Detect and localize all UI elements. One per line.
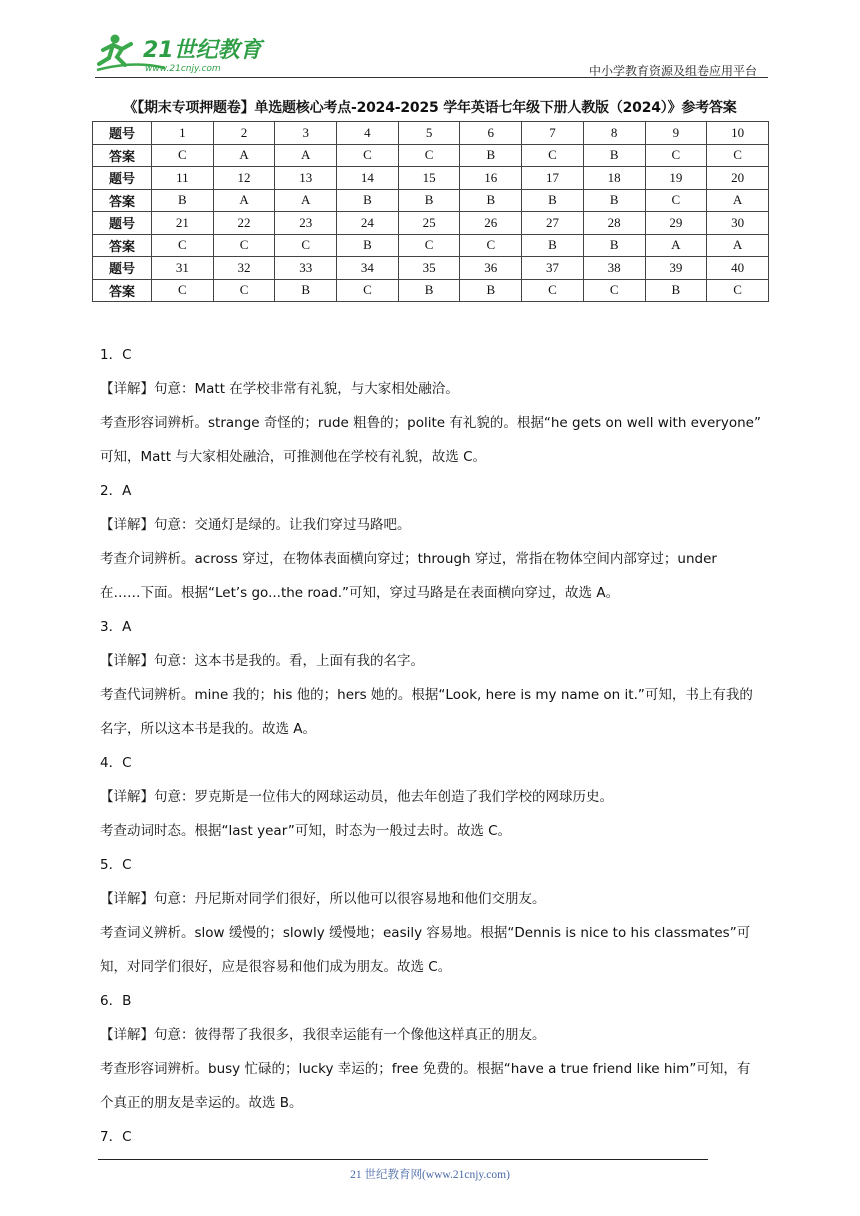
question-number: 12 <box>213 167 275 190</box>
explanations <box>100 338 762 1154</box>
explanation-line: 考查形容词辨析。strange 奇怪的；rude 粗鲁的；polite 有礼貌的。根据“he gets on well with everyone” <box>100 415 761 431</box>
question-number: 20 <box>707 167 769 190</box>
explanation-line: 知，对同学们很好，应是很容易和他们成为朋友。故选 C。 <box>100 959 452 975</box>
answer-cell: C <box>213 279 275 302</box>
answer-cell: C <box>522 144 584 167</box>
answer-cell: B <box>522 234 584 257</box>
number-row <box>93 167 769 190</box>
answer-cell: A <box>213 144 275 167</box>
answer-row <box>93 144 769 167</box>
explanation-line: 2．A <box>100 483 132 499</box>
answer-row <box>93 279 769 302</box>
question-number: 21 <box>152 212 214 235</box>
explanation-line: 【详解】句意：彼得帮了我很多，我很幸运能有一个像他这样真正的朋友。 <box>100 1027 546 1043</box>
site-logo <box>95 30 275 76</box>
question-number: 6 <box>460 122 522 145</box>
answer-cell: A <box>645 234 707 257</box>
explanation-line: 考查代词辨析。mine 我的；his 他的；hers 她的。根据“Look, here is my name on it.”可知，书上有我的 <box>100 687 753 703</box>
answer-cell: A <box>213 189 275 212</box>
row-header: 题号 <box>93 122 152 145</box>
question-number: 14 <box>337 167 399 190</box>
answer-cell: B <box>398 189 460 212</box>
answer-cell: A <box>275 144 337 167</box>
question-number: 4 <box>337 122 399 145</box>
question-number: 23 <box>275 212 337 235</box>
answer-cell: C <box>337 144 399 167</box>
explanation-line: 4．C <box>100 755 132 771</box>
explanation-line: 6．B <box>100 993 132 1009</box>
page-footer: 21 世纪教育网(www.21cnjy.com) <box>350 1169 510 1181</box>
question-number: 36 <box>460 257 522 280</box>
question-number: 35 <box>398 257 460 280</box>
explanation-line: 【详解】句意：罗克斯是一位伟大的网球运动员，他去年创造了我们学校的网球历史。 <box>100 789 613 805</box>
answer-cell: A <box>707 234 769 257</box>
question-number: 39 <box>645 257 707 280</box>
question-number: 1 <box>152 122 214 145</box>
explanation-line: 考查形容词辨析。busy 忙碌的；lucky 幸运的；free 免费的。根据“have a true friend like him”可知，有 <box>100 1061 751 1077</box>
number-row <box>93 212 769 235</box>
question-number: 40 <box>707 257 769 280</box>
answer-cell: B <box>337 234 399 257</box>
answer-cell: A <box>275 189 337 212</box>
question-number: 2 <box>213 122 275 145</box>
question-number: 7 <box>522 122 584 145</box>
answer-cell: B <box>152 189 214 212</box>
answer-cell: B <box>275 279 337 302</box>
answer-cell: B <box>583 189 645 212</box>
answer-row <box>93 234 769 257</box>
question-number: 28 <box>583 212 645 235</box>
answer-cell: C <box>275 234 337 257</box>
answer-cell: C <box>460 234 522 257</box>
explanation-line: 1．C <box>100 347 132 363</box>
row-header: 题号 <box>93 212 152 235</box>
question-number: 31 <box>152 257 214 280</box>
answer-cell: C <box>645 144 707 167</box>
question-number: 27 <box>522 212 584 235</box>
number-row <box>93 257 769 280</box>
question-number: 3 <box>275 122 337 145</box>
answer-cell: C <box>152 279 214 302</box>
header-divider <box>95 77 768 78</box>
question-number: 8 <box>583 122 645 145</box>
question-number: 10 <box>707 122 769 145</box>
row-header: 题号 <box>93 257 152 280</box>
question-number: 15 <box>398 167 460 190</box>
answer-cell: C <box>398 144 460 167</box>
question-number: 11 <box>152 167 214 190</box>
question-number: 29 <box>645 212 707 235</box>
answer-cell: C <box>522 279 584 302</box>
answer-cell: C <box>152 144 214 167</box>
explanation-line: 在……下面。根据“Let’s go...the road.”可知，穿过马路是在表面横向穿过，故选 A。 <box>100 585 620 601</box>
svg-text:21世纪教育: 21世纪教育 <box>143 38 262 63</box>
answer-cell: C <box>398 234 460 257</box>
answer-cell: A <box>707 189 769 212</box>
explanation-line: 个真正的朋友是幸运的。故选 B。 <box>100 1095 303 1111</box>
row-header: 答案 <box>93 234 152 257</box>
answer-cell: B <box>583 234 645 257</box>
answer-cell: C <box>645 189 707 212</box>
answer-cell: C <box>213 234 275 257</box>
row-header: 题号 <box>93 167 152 190</box>
question-number: 19 <box>645 167 707 190</box>
question-number: 26 <box>460 212 522 235</box>
explanation-line: 3．A <box>100 619 132 635</box>
footer-divider <box>98 1159 708 1160</box>
explanation-line: 可知，Matt 与大家相处融洽，可推测他在学校有礼貌，故选 C。 <box>100 449 487 465</box>
question-number: 16 <box>460 167 522 190</box>
page-title: 《【期末专项押题卷】单选题核心考点-2024-2025 学年英语七年级下册人教版（2024）》参考答案 <box>123 100 737 116</box>
answer-cell: B <box>460 279 522 302</box>
explanation-line: 【详解】句意：丹尼斯对同学们很好，所以他可以很容易地和他们交朋友。 <box>100 891 546 907</box>
explanation-line: 7．C <box>100 1129 132 1145</box>
answer-cell: B <box>645 279 707 302</box>
question-number: 32 <box>213 257 275 280</box>
explanation-line: 考查词义辨析。slow 缓慢的；slowly 缓慢地；easily 容易地。根据“Dennis is nice to his classmates”可 <box>100 925 751 941</box>
row-header: 答案 <box>93 144 152 167</box>
question-number: 37 <box>522 257 584 280</box>
answer-cell: C <box>707 144 769 167</box>
question-number: 17 <box>522 167 584 190</box>
svg-text:www.21cnjy.com: www.21cnjy.com <box>145 64 221 74</box>
question-number: 22 <box>213 212 275 235</box>
question-number: 24 <box>337 212 399 235</box>
explanation-line: 考查介词辨析。across 穿过，在物体表面横向穿过；through 穿过，常指在物体空间内部穿过；under <box>100 551 717 567</box>
platform-name: 中小学教育资源及组卷应用平台 <box>588 64 757 78</box>
answer-cell: C <box>152 234 214 257</box>
question-number: 33 <box>275 257 337 280</box>
question-number: 25 <box>398 212 460 235</box>
question-number: 38 <box>583 257 645 280</box>
explanation-line: 【详解】句意：Matt 在学校非常有礼貌，与大家相处融洽。 <box>100 381 459 397</box>
question-number: 30 <box>707 212 769 235</box>
answer-table <box>92 121 769 302</box>
answer-cell: C <box>337 279 399 302</box>
answer-cell: C <box>707 279 769 302</box>
explanation-line: 5．C <box>100 857 132 873</box>
answer-cell: B <box>583 144 645 167</box>
explanation-line: 【详解】句意：交通灯是绿的。让我们穿过马路吧。 <box>100 517 411 533</box>
row-header: 答案 <box>93 279 152 302</box>
answer-row <box>93 189 769 212</box>
answer-cell: B <box>522 189 584 212</box>
explanation-line: 名字，所以这本书是我的。故选 A。 <box>100 721 317 737</box>
page-header <box>95 30 763 80</box>
answer-cell: B <box>398 279 460 302</box>
row-header: 答案 <box>93 189 152 212</box>
answer-cell: B <box>460 144 522 167</box>
number-row <box>93 122 769 145</box>
answer-cell: B <box>337 189 399 212</box>
answer-cell: C <box>583 279 645 302</box>
answer-cell: B <box>460 189 522 212</box>
question-number: 18 <box>583 167 645 190</box>
explanation-line: 【详解】句意：这本书是我的。看，上面有我的名字。 <box>100 653 424 669</box>
question-number: 5 <box>398 122 460 145</box>
explanation-line: 考查动词时态。根据“last year”可知，时态为一般过去时。故选 C。 <box>100 823 512 839</box>
question-number: 13 <box>275 167 337 190</box>
question-number: 34 <box>337 257 399 280</box>
question-number: 9 <box>645 122 707 145</box>
